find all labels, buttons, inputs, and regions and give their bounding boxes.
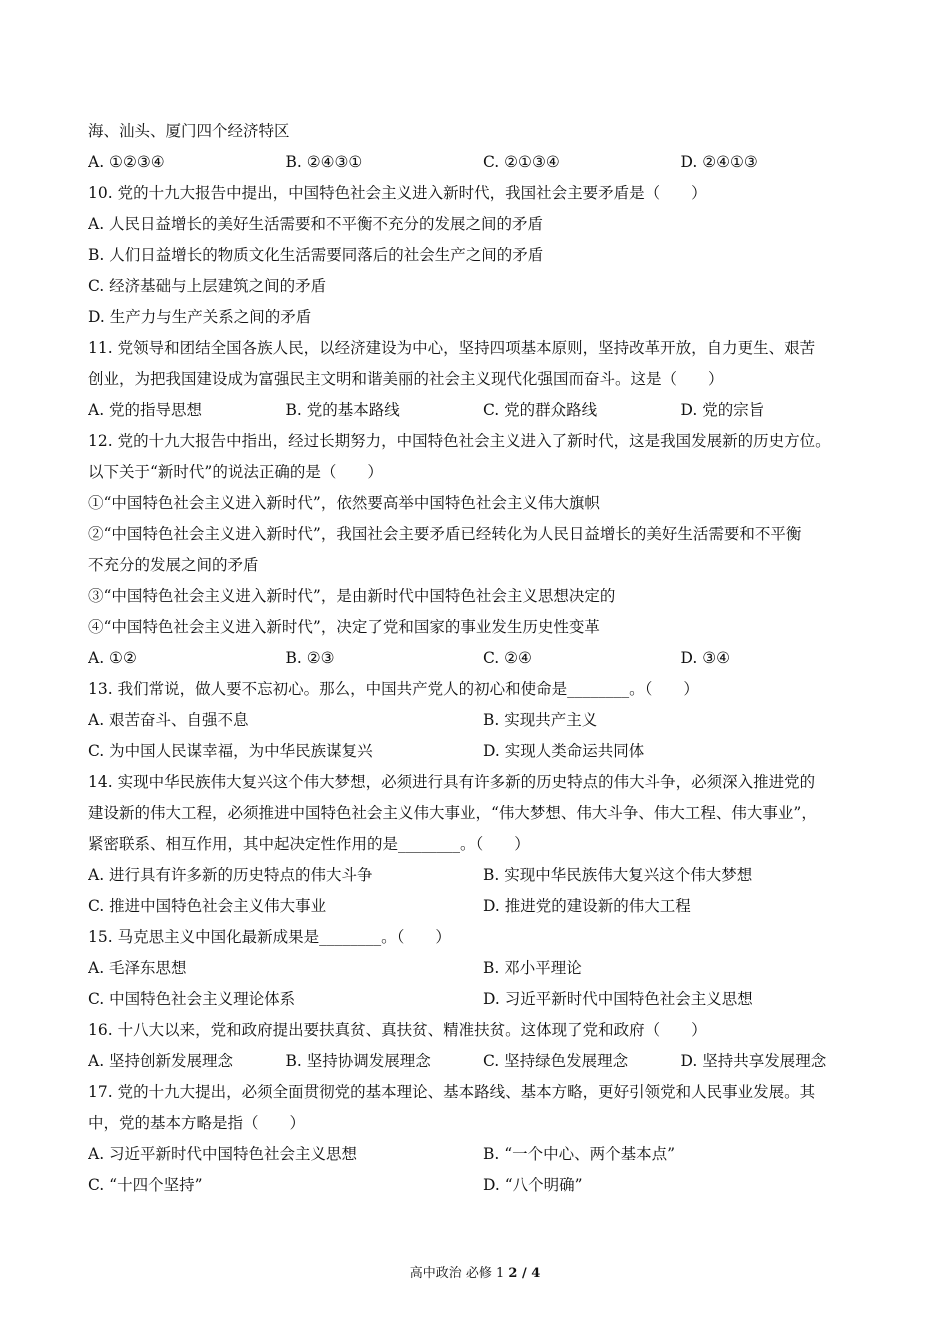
- option-d: D. 党的宗旨: [680, 401, 765, 419]
- option-d: D. 实现人类命运共同体: [483, 742, 645, 760]
- option-a: A. 坚持创新发展理念: [88, 1052, 234, 1070]
- option-c: C. ②①③④: [483, 153, 560, 171]
- question-15-options-cd: [88, 984, 878, 1015]
- option-d: D. 习近平新时代中国特色社会主义思想: [483, 990, 753, 1008]
- option-a: A. 进行具有许多新的历史特点的伟大斗争: [88, 866, 373, 884]
- question-11-stem: 11. 党领导和团结全国各族人民，以经济建设为中心，坚持四项基本原则，坚持改革开放，自力更生、艰苦: [88, 339, 816, 357]
- option-d: D. “八个明确”: [483, 1176, 583, 1194]
- question-12-statement-2: ②“中国特色社会主义进入新时代”，我国社会主要矛盾已经转化为人民日益增长的美好生活需要和不平衡: [88, 525, 802, 543]
- question-16-stem: 16. 十八大以来，党和政府提出要扶真贫、真扶贫、精准扶贫。这体现了党和政府（ ）: [88, 1021, 707, 1039]
- question-12-stem: 12. 党的十九大报告中指出，经过长期努力，中国特色社会主义进入了新时代，这是我国发展新的历史方位。: [88, 432, 831, 450]
- page-number: 2 / 4: [508, 1266, 541, 1281]
- option-c: C. “十四个坚持”: [88, 1176, 203, 1194]
- question-9-stem-end: 海、汕头、厦门四个经济特区: [88, 122, 290, 140]
- question-12-statement-2-cont: 不充分的发展之间的矛盾: [88, 556, 259, 574]
- option-c: C. 党的群众路线: [483, 401, 598, 419]
- question-10-option-a: A. 人民日益增长的美好生活需要和不平衡不充分的发展之间的矛盾: [88, 215, 544, 233]
- option-b: B. ②③: [285, 649, 335, 667]
- question-13-options-ab: [88, 705, 878, 736]
- option-b: B. “一个中心、两个基本点”: [483, 1145, 676, 1163]
- option-c: C. 推进中国特色社会主义伟大事业: [88, 897, 327, 915]
- option-b: B. 实现中华民族伟大复兴这个伟大梦想: [483, 866, 753, 884]
- option-a: A. ①②: [88, 649, 137, 667]
- question-9-options: [88, 147, 878, 178]
- footer-label: 高中政治 必修 1: [409, 1266, 509, 1281]
- option-a: A. 习近平新时代中国特色社会主义思想: [88, 1145, 358, 1163]
- question-14-stem: 14. 实现中华民族伟大复兴这个伟大梦想，必须进行具有许多新的历史特点的伟大斗争，必须深入推进党的: [88, 773, 816, 791]
- option-b: B. 邓小平理论: [483, 959, 582, 977]
- question-12-statement-3: ③“中国特色社会主义进入新时代”，是由新时代中国特色社会主义思想决定的: [88, 587, 616, 605]
- option-b: B. 党的基本路线: [285, 401, 400, 419]
- question-15-options-ab: [88, 953, 878, 984]
- question-12-stem-cont: 以下关于“新时代”的说法正确的是（ ）: [88, 463, 383, 481]
- option-c: C. 坚持绿色发展理念: [483, 1052, 629, 1070]
- question-10-option-d: D. 生产力与生产关系之间的矛盾: [88, 308, 312, 326]
- question-17-options-ab: [88, 1139, 878, 1170]
- question-11-options: [88, 395, 878, 426]
- option-c: C. 为中国人民谋幸福，为中华民族谋复兴: [88, 742, 373, 760]
- question-14-stem-cont: 建设新的伟大工程，必须推进中国特色社会主义伟大事业，“伟大梦想、伟大斗争、伟大工程、伟大事业”，: [88, 804, 817, 822]
- option-b: B. 实现共产主义: [483, 711, 598, 729]
- question-12-statement-4: ④“中国特色社会主义进入新时代”，决定了党和国家的事业发生历史性变革: [88, 618, 600, 636]
- option-a: A. 党的指导思想: [88, 401, 203, 419]
- page-footer: [0, 1262, 950, 1281]
- question-16-options: [88, 1046, 878, 1077]
- option-b: B. 坚持协调发展理念: [285, 1052, 431, 1070]
- option-b: B. ②④③①: [285, 153, 363, 171]
- question-12-options: [88, 643, 878, 674]
- question-10-option-c: C. 经济基础与上层建筑之间的矛盾: [88, 277, 327, 295]
- question-14-options-cd: [88, 891, 878, 922]
- option-d: D. 坚持共享发展理念: [680, 1052, 827, 1070]
- option-d: D. 推进党的建设新的伟大工程: [483, 897, 691, 915]
- option-a: A. 毛泽东思想: [88, 959, 187, 977]
- question-10-stem: 10. 党的十九大报告中提出，中国特色社会主义进入新时代，我国社会主要矛盾是（ ）: [88, 184, 707, 202]
- option-a: A. ①②③④: [88, 153, 165, 171]
- question-17-stem: 17. 党的十九大提出，必须全面贯彻党的基本理论、基本路线、基本方略，更好引领党和人民事业发展。其: [88, 1083, 816, 1101]
- question-17-options-cd: [88, 1170, 878, 1201]
- question-14-stem-cont-2: 紧密联系、相互作用，其中起决定性作用的是________。（ ）: [88, 835, 530, 853]
- question-15-stem: 15. 马克思主义中国化最新成果是________。（ ）: [88, 928, 451, 946]
- question-10-option-b: B. 人们日益增长的物质文化生活需要同落后的社会生产之间的矛盾: [88, 246, 544, 264]
- question-11-stem-cont: 创业，为把我国建设成为富强民主文明和谐美丽的社会主义现代化强国而奋斗。这是（ ）: [88, 370, 724, 388]
- option-c: C. ②④: [483, 649, 532, 667]
- exam-page: [88, 116, 878, 1201]
- question-14-options-ab: [88, 860, 878, 891]
- question-17-stem-cont: 中，党的基本方略是指（ ）: [88, 1114, 306, 1132]
- option-d: D. ③④: [680, 649, 731, 667]
- option-d: D. ②④①③: [680, 153, 758, 171]
- option-c: C. 中国特色社会主义理论体系: [88, 990, 296, 1008]
- question-13-stem: 13. 我们常说，做人要不忘初心。那么，中国共产党人的初心和使命是________。（ ）: [88, 680, 699, 698]
- question-13-options-cd: [88, 736, 878, 767]
- question-12-statement-1: ①“中国特色社会主义进入新时代”，依然要高举中国特色社会主义伟大旗帜: [88, 494, 600, 512]
- option-a: A. 艰苦奋斗、自强不息: [88, 711, 249, 729]
